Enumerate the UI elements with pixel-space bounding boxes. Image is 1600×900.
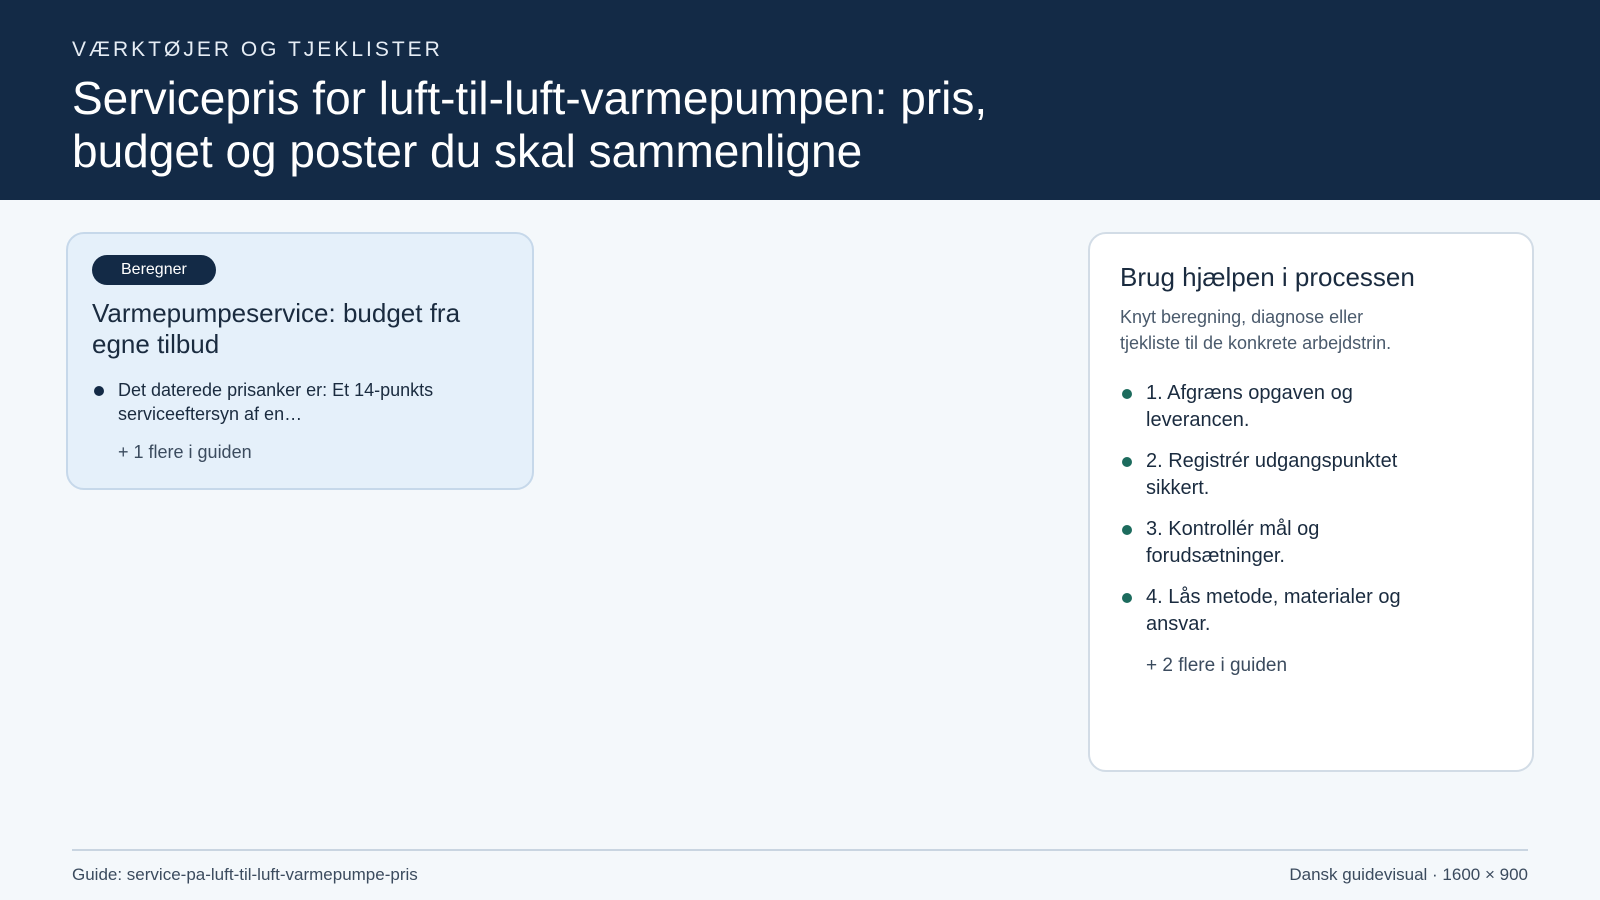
process-card [1088,232,1534,772]
list-item-text: Det daterede prisanker er: Et 14-punkts serviceeftersyn af en… [118,380,434,424]
list-item-text: 4. Lås metode, materialer og ansvar. [1146,586,1401,635]
calculator-bullet-list [92,378,508,426]
list-item [1120,448,1450,502]
list-item-text: 1. Afgræns opgaven og leverancen. [1146,382,1353,431]
more-in-guide-link[interactable]: + 1 flere i guiden [118,442,252,462]
list-item-text: 3. Kontrollér mål og forudsætninger. [1146,518,1320,567]
calculator-card-title: Varmepumpeservice: budget fra egne tilbud [92,298,461,359]
page-header [0,0,1600,200]
list-item [1120,516,1450,570]
list-item [92,378,508,426]
bullet-dot-icon [94,386,104,396]
footer-divider [72,849,1528,851]
footer-caption: Dansk guidevisual · 1600 × 900 [1289,865,1528,884]
process-card-description: Knyt beregning, diagnose eller tjekliste til de konkrete arbejdstrin. [1120,307,1392,353]
calculator-badge: Beregner [92,255,216,285]
footer-guide-slug: Guide: service-pa-luft-til-luft-varmepumpe-pris [72,865,418,884]
page-title: Servicepris for luft-til-luft-varmepumpen: pris, budget og poster du skal sammenligne [72,72,988,177]
calculator-card [66,232,534,490]
list-item-text: 2. Registrér udgangspunktet sikkert. [1146,450,1398,499]
process-step-list [1120,380,1502,638]
more-in-guide-link[interactable]: + 2 flere i guiden [1146,655,1288,676]
bullet-dot-icon [1122,525,1132,535]
bullet-dot-icon [1122,593,1132,603]
eyebrow-label: VÆRKTØJER OG TJEKLISTER [72,38,443,61]
bullet-dot-icon [1122,389,1132,399]
bullet-dot-icon [1122,457,1132,467]
list-item [1120,584,1450,638]
list-item [1120,380,1450,434]
process-card-title: Brug hjælpen i processen [1120,262,1415,292]
